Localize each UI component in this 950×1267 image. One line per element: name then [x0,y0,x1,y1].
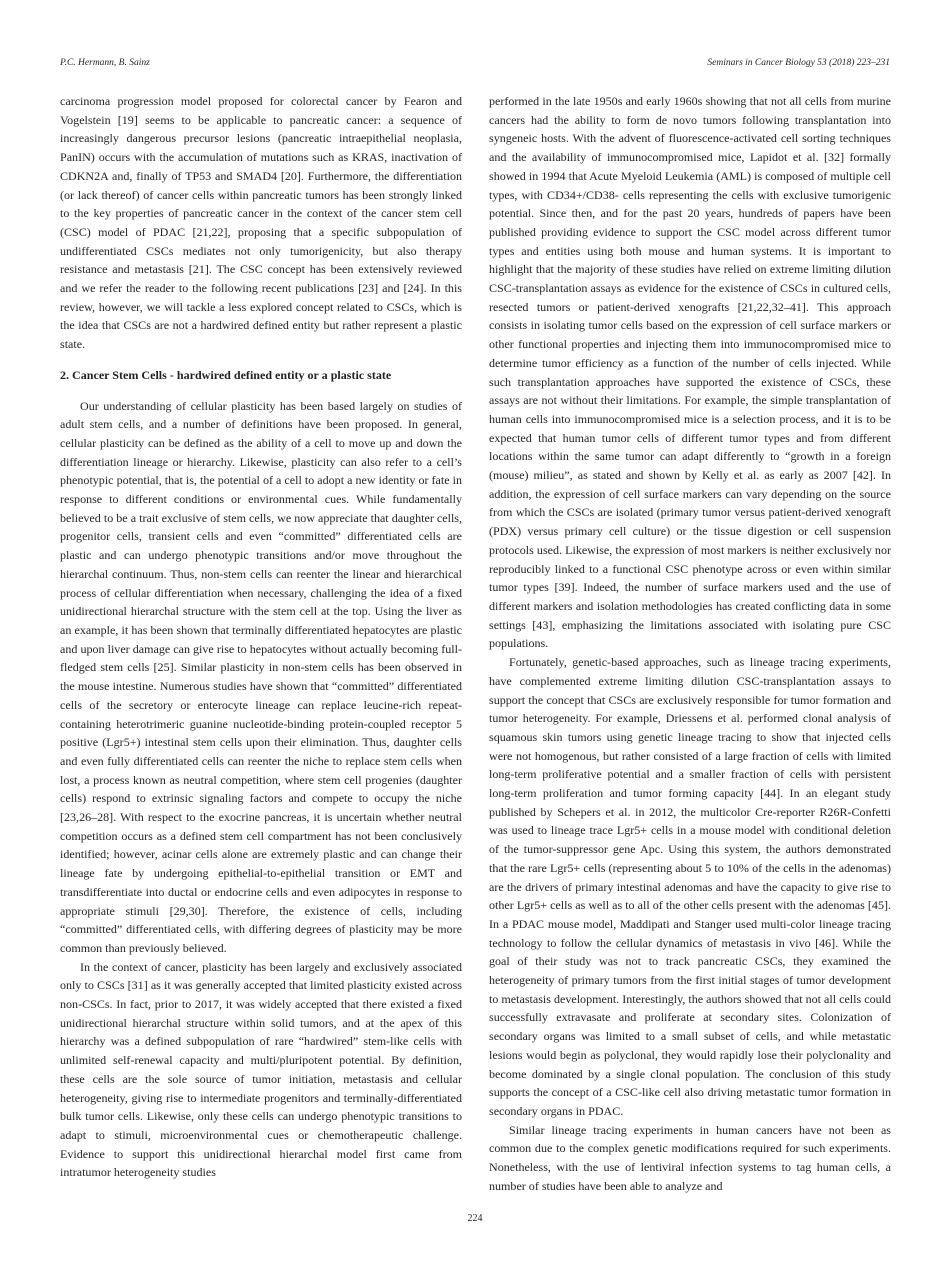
right-column [489,92,891,1195]
paragraph: Our understanding of cellular plasticity has been based largely on studies of adult stem cells, and a number of definitions have been proposed. In general, cellular plasticity can be defined as the ability of a cell to move up and down the differentiation lineage or hierarchy. Likewise, plasticity can also refer to a cell’s phenotypic potential, that is, the potential of a cell to adopt a new identity or fate in response to different conditions or environmental cues. While fundamentally believed to be a trait exclusive of stem cells, we now appreciate that daughter cells, progenitor cells, transient cells and even “committed” differentiated cells are plastic and can undergo phenotypic transitions and/or move throughout the hierarchal continuum. Thus, non-stem cells can reenter the linear and hierarchical process of cellular differentiation when necessary, challenging the idea of a fixed unidirectional hierarchal structure with the stem cell at the top. Using the liver as an example, it has been shown that terminally differentiated hepatocytes are plastic and upon liver damage can give rise to hepatocytes without actually becoming full-fledged stem cells [25]. Similar plasticity in non-stem cells has been observed in the mouse intestine. Numerous studies have shown that “committed” differentiated cells of the secretory or enterocyte lineage can replace leucine-rich repeat-containing heterotrimeric guanine nucleotide-binding protein-coupled receptor 5 positive (Lgr5+) intestinal stem cells upon their elimination. Thus, daughter cells and even fully differentiated cells can reenter the niche to replace stem cells when lost, a process known as neutral competition, where stem cell progenies (daughter cells) respond to extrinsic signaling factors and compete to occupy the niche [23,26–28]. With respect to the exocrine pancreas, it is uncertain whether neutral competition occurs as a defined stem cell compartment has not been conclusively identified; however, acinar cells alone are extremely plastic and can change their lineage fate by undergoing epithelial-to-epithelial transition or EMT and transdifferentiate into ductal or endocrine cells and even adipocytes in response to appropriate stimuli [29,30]. Therefore, the existence of cells, including “committed” differentiated cells, with differing degrees of plasticity may be more common than previously believed. [60,398,462,955]
running-header-authors: P.C. Hermann, B. Sainz [60,58,150,68]
page-number: 224 [467,1213,483,1224]
paragraph: carcinoma progression model proposed for colorectal cancer by Fearon and Vogelstein [19] seems to be applicable to pancreatic cancer: a sequence of increasingly dangerous precursor lesions (pancreatic intraepithelial neoplasia, PanIN) occurs with the accumulation of mutations such as KRAS, inactivation of CDKN2A and, finally of TP53 and SMAD4 [20]. Furthermore, the differentiation (or lack thereof) of cancer cells within pancreatic tumors has been strongly linked to the key properties of pancreatic cancer in the context of the cancer stem cell (CSC) model of PDAC [21,22], proposing that a specific subpopulation of undifferentiated CSCs mediates not only tumorigenicity, but also therapy resistance and metastasis [21]. The CSC concept has been extensively reviewed and we refer the reader to the following recent publications [23] and [24]. In this review, however, we will tackle a less explored concept related to CSCs, which is the idea that CSCs are not a hardwired defined entity but rather represent a plastic state. [60,94,462,352]
paragraph: Similar lineage tracing experiments in human cancers have not been as common due to the complex genetic modifications required for such experiments. Nonetheless, with the use of lentiviral infection systems to tag human cells, a number of studies have been able to analyze and [489,1122,891,1193]
paragraph: Fortunately, genetic-based approaches, such as lineage tracing experiments, have complemented extreme limiting dilution CSC-transplantation assays to support the concept that CSCs are exclusively responsible for tumor formation and tumor heterogeneity. For example, Driessens et al. performed clonal analysis of squamous skin tumors using genetic lineage tracing to show that injected cells were not homogenous, but rather consisted of a large fraction of cells with limited long-term proliferative potential and a smaller fraction of cells with persistent long-term proliferation and tumor forming capacity [44]. In an elegant study published by Schepers et al. in 2012, the multicolor Cre-reporter R26R-Confetti was used to lineage trace Lgr5+ cells in a mouse model with conditional deletion of the tumor-suppressor gene Apc. Using this system, the authors demonstrated that the rare Lgr5+ cells (representing about 5 to 10% of the cells in the adenomas) are the drivers of primary intestinal adenomas and have the capacity to give rise to other Lgr5+ cells as well as to all of the other cells present with the adenomas [45]. In a PDAC mouse model, Maddipati and Stanger used multi-color lineage tracing technology to follow the cellular dynamics of metastasis in vivo [46]. While the goal of their study was not to track pancreatic CSCs, they examined the heterogeneity of primary tumors from the first initial stages of tumor development to metastasis development. Interestingly, the authors showed that not all cells could successfully extravasate and proliferate at secondary sites. Colonization of secondary organs was limited to a small subset of cells, and while metastatic lesions would begin as polyclonal, they would rapidly lose their polyclonality and become dominated by a single clonal population. The conclusion of this study supports the concept of a CSC-like cell also driving metastatic tumor formation in secondary organs in PDAC. [489,655,891,1118]
left-column [60,92,462,1182]
running-header-journal: Seminars in Cancer Biology 53 (2018) 223–231 [707,58,890,68]
section-heading: 2. Cancer Stem Cells - hardwired defined entity or a plastic state [60,367,392,382]
paragraph: In the context of cancer, plasticity has been largely and exclusively associated only to CSCs [31] as it was generally accepted that limited plasticity existed across non-CSCs. In fact, prior to 2017, it was widely accepted that there existed a fixed unidirectional hierarchal structure within solid tumors, and at the apex of this hierarchy was a defined subpopulation of rare “hardwired” stem-like cells with unlimited self-renewal capacity and multi/pluripotent potential. By definition, these cells are the sole source of tumor initiation, metastasis and cellular heterogeneity, giving rise to intermediate progenitors and terminally-differentiated bulk tumor cells. Likewise, only these cells can undergo phenotypic transitions to adapt to stimuli, microenvironmental cues or chemotherapeutic challenge. Evidence to support this unidirectional hierarchal model first came from intratumor heterogeneity studies [60,959,462,1180]
paragraph: performed in the late 1950s and early 1960s showing that not all cells from murine cancers had the ability to form de novo tumors following transplantation into syngeneic hosts. With the advent of fluorescence-activated cell sorting techniques and the availability of immunocompromised mice, Lapidot et al. [32] formally showed in 1994 that Acute Myeloid Leukemia (AML) is composed of multiple cell types, with CD34+/CD38- cells representing the cells with exclusive tumorigenic potential. Since then, and for the past 20 years, hundreds of papers have been published providing evidence to support the CSC model across different tumor types and entities using both mouse and human systems. It is important to highlight that the majority of these studies have relied on extreme limiting dilution CSC-transplantation assays as evidence for the existence of CSCs in cultured cells, resected tumors or patient-derived xenografts [21,22,32–41]. This approach consists in isolating tumor cells based on the expression of cell surface markers or other functional properties and injecting them into immunocompromised mice to determine tumor efficiency as a function of the number of cells injected. While such transplantation approaches have supported the existence of CSCs, these assays are not without their limitations. For example, the simple transplantation of human cells into immunocompromised mice is a selection process, and it is to be expected that human tumor cells of different tumor types and from different locations within the same tumor can adapt differently to “growth in a foreign (mouse) milieu”, as stated and shown by Kelly et al. as early as 2007 [42]. In addition, the expression of cell surface markers can vary depending on the source from which the CSCs are isolated (primary tumor versus patient-derived xenograft (PDX) versus primary cell culture) or the tissue digestion or cell suspension protocols used. Likewise, the expression of most markers is neither exclusively nor reproducibly linked to a functional CSC phenotype across or even within similar tumor types [39]. Indeed, the number of surface markers used and the use of different markers and isolation methodologies has created conflicting data in some settings [43], emphasizing the limitations associated with isolating pure CSC populations. [489,94,891,651]
